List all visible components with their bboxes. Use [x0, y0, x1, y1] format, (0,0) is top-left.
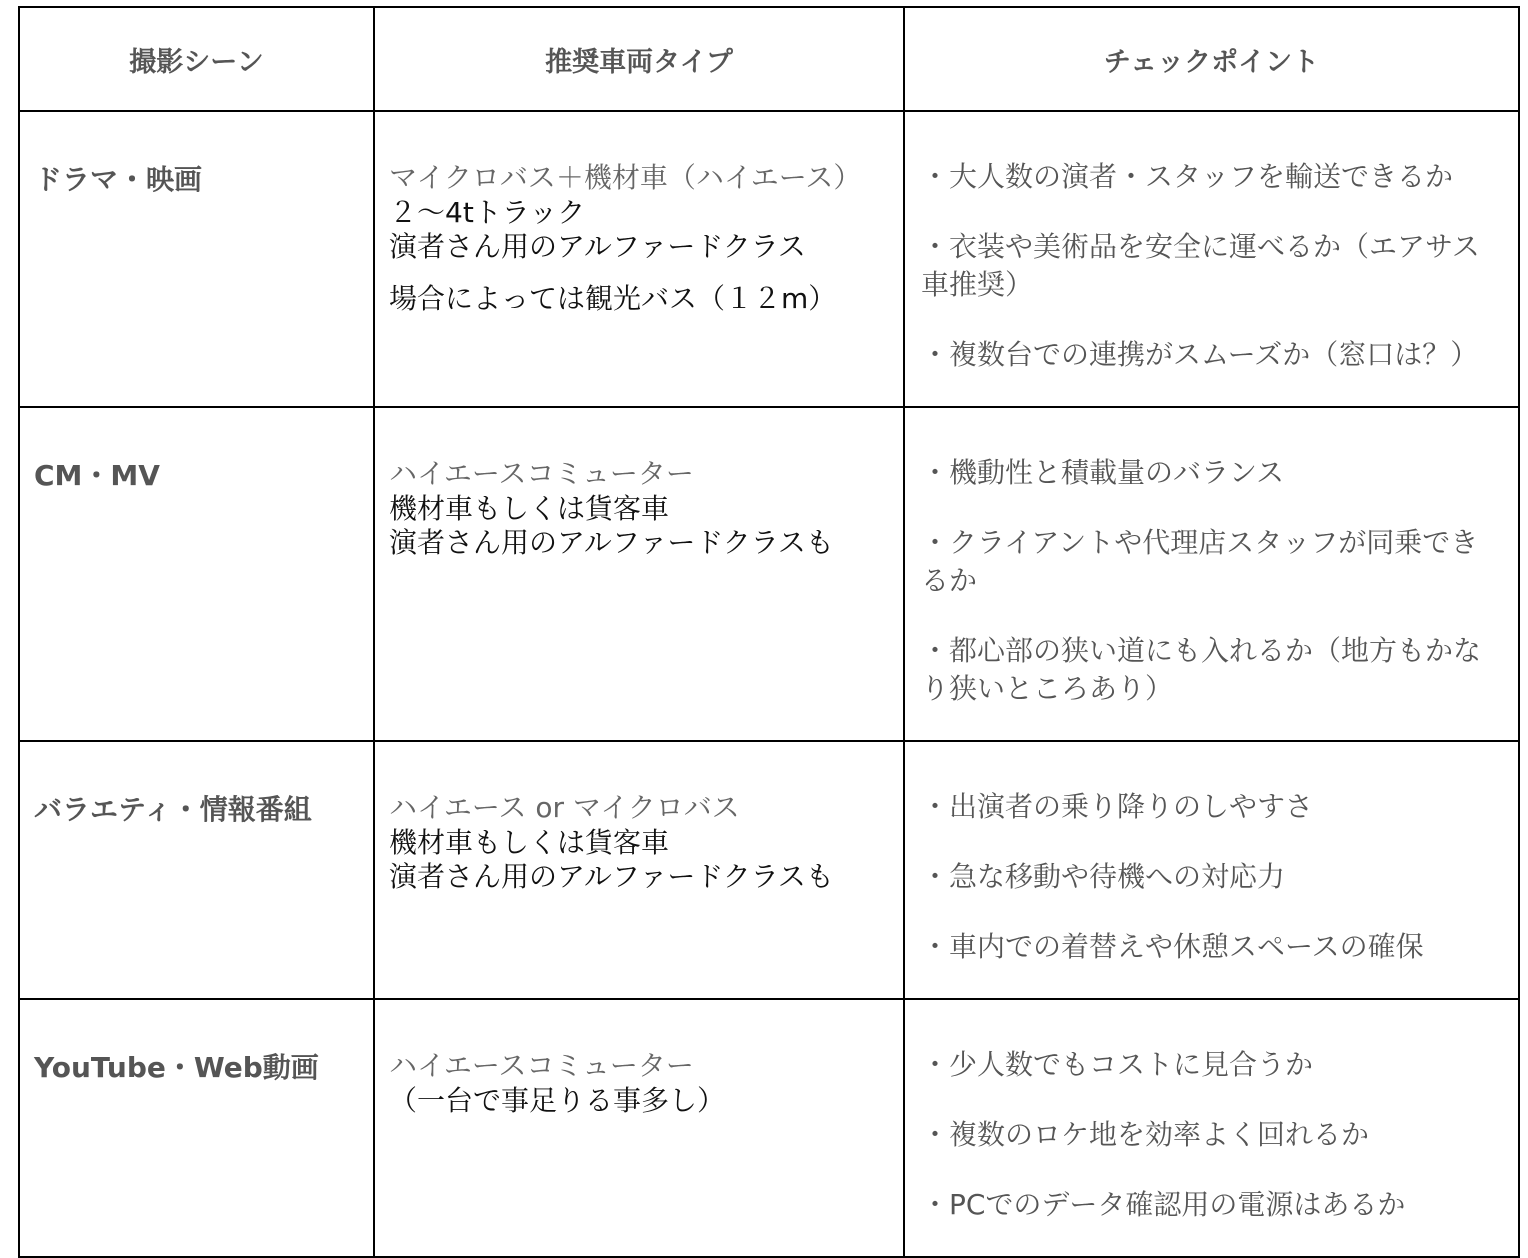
header-checkpoints: チェックポイント	[904, 7, 1519, 111]
scene-name: バラエティ・情報番組	[34, 793, 312, 826]
vehicle-line: 演者さん用のアルファードクラス	[389, 230, 806, 263]
vehicle-main: マイクロバス＋機材車（ハイエース）	[389, 161, 862, 194]
checkpoint-item: ・PCでのデータ確認用の電源はあるか	[921, 1188, 1406, 1221]
checkpoints-cell	[904, 111, 1519, 407]
vehicle-line: （一台で事足りる事多し）	[389, 1084, 726, 1117]
checkpoint-item: ・急な移動や待機への対応力	[921, 860, 1286, 893]
checkpoint-item: ・複数のロケ地を効率よく回れるか	[921, 1118, 1370, 1151]
table-row	[19, 741, 1519, 999]
checkpoint-item: ・クライアントや代理店スタッフが同乗できるか	[921, 526, 1479, 597]
checkpoint-item: ・車内での着替えや休憩スペースの確保	[921, 930, 1424, 963]
checkpoints-cell	[904, 407, 1519, 741]
scene-cell	[19, 999, 374, 1257]
table-row	[19, 111, 1519, 407]
vehicle-line: ２〜4tトラック	[389, 196, 586, 229]
vehicle-line: 場合によっては観光バス（１２m）	[389, 282, 837, 315]
vehicle-main: ハイエースコミューター	[389, 457, 694, 490]
checkpoint-item: ・都心部の狭い道にも入れるか（地方もかなり狭いところあり）	[921, 634, 1482, 705]
vehicle-line: 演者さん用のアルファードクラスも	[389, 526, 834, 559]
scene-cell	[19, 407, 374, 741]
checkpoint-item: ・機動性と積載量のバランス	[921, 456, 1285, 489]
scene-cell	[19, 111, 374, 407]
table-row	[19, 999, 1519, 1257]
scene-name: YouTube・Web動画	[34, 1051, 319, 1084]
checkpoints-cell	[904, 999, 1519, 1257]
vehicle-cell	[374, 407, 904, 741]
vehicle-line: 演者さん用のアルファードクラスも	[389, 860, 834, 893]
vehicle-cell	[374, 111, 904, 407]
scene-cell	[19, 741, 374, 999]
checkpoints-cell	[904, 741, 1519, 999]
scene-name: CM・MV	[34, 459, 160, 492]
table-header-row	[19, 7, 1519, 111]
vehicle-cell	[374, 741, 904, 999]
vehicle-line: 機材車もしくは貨客車	[389, 826, 670, 859]
vehicle-line: 機材車もしくは貨客車	[389, 492, 670, 525]
checkpoint-item: ・少人数でもコストに見合うか	[921, 1048, 1314, 1081]
checkpoint-item: ・大人数の演者・スタッフを輸送できるか	[921, 160, 1454, 193]
table-row	[19, 407, 1519, 741]
header-scene: 撮影シーン	[19, 7, 374, 111]
vehicle-cell	[374, 999, 904, 1257]
header-vehicle-type: 推奨車両タイプ	[374, 7, 904, 111]
checkpoint-item: ・出演者の乗り降りのしやすさ	[921, 790, 1314, 823]
checkpoint-item: ・衣装や美術品を安全に運べるか（エアサス車推奨）	[921, 230, 1480, 301]
scene-name: ドラマ・映画	[34, 163, 203, 196]
checkpoint-item: ・複数台での連携がスムーズか（窓口は？）	[921, 338, 1479, 371]
vehicle-main: ハイエース or マイクロバス	[389, 791, 740, 824]
scene-vehicle-table	[18, 6, 1520, 1258]
vehicle-main: ハイエースコミューター	[389, 1049, 694, 1082]
